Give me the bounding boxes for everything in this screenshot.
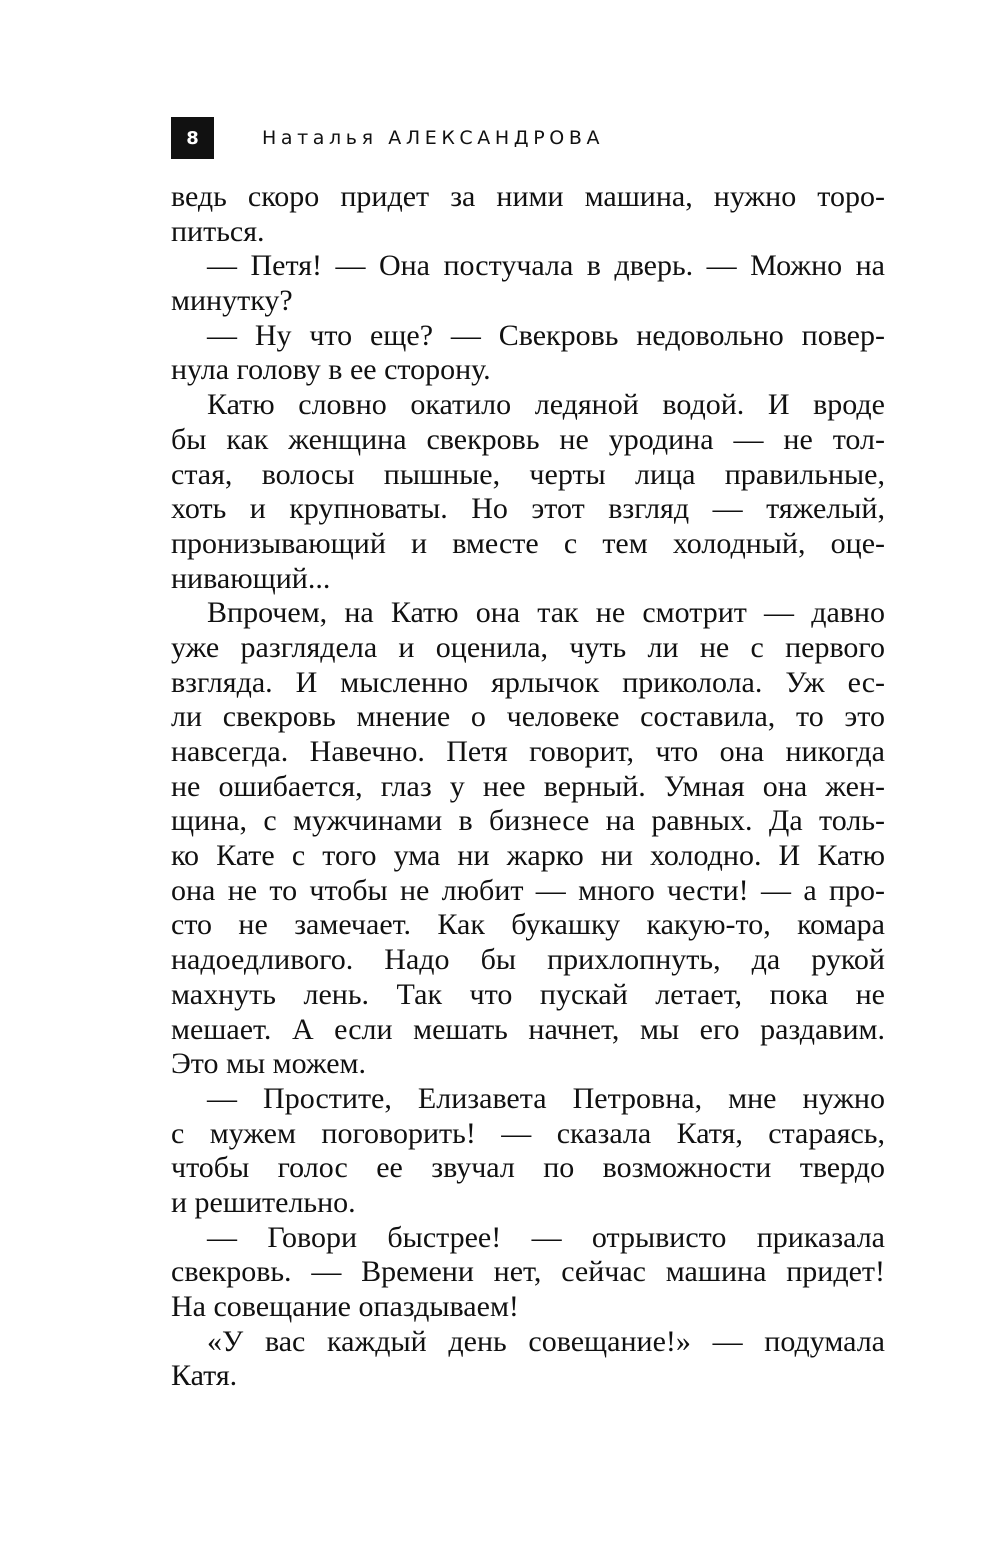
paragraph [171,1082,885,1221]
text-line: нивающий... [171,561,331,595]
text-line: минутку? [171,284,293,318]
text-line: — Говори быстрее! — отрывисто приказала [207,1220,885,1254]
text-line: — Простите, Елизавета Петровна, мне нужно [207,1081,885,1115]
paragraph [171,388,885,596]
paragraph [171,319,885,388]
running-head [171,117,604,159]
paragraph [171,249,885,318]
text-line: ведь скоро придет за ними машина, нужно торо- [171,180,885,213]
text-line: Это мы можем. [171,1047,367,1081]
text-line: махнуть лень. Так что пускай летает, пока не [171,977,885,1011]
paragraph [171,1325,885,1394]
text-line: Катя. [171,1359,238,1393]
text-line: взгляда. И мысленно ярлычок приколола. Уж ес- [171,665,885,699]
body-text [171,180,885,1394]
text-line: стая, волосы пышные, черты лица правильные, [171,457,885,491]
text-line: не ошибается, глаз у нее верный. Умная она жен- [171,769,885,803]
paragraph [171,180,885,249]
text-line: На совещание опаздываем! [171,1290,519,1323]
text-line: она не то чтобы не любит — много чести! — а про- [171,873,885,907]
text-line: свекровь. — Времени нет, сейчас машина придет! [171,1255,885,1289]
text-line: уже разглядела и оценила, чуть ли не с первого [171,630,885,664]
text-line: ли свекровь мнение о человеке составила, то это [171,700,885,734]
text-line: питься. [171,214,265,248]
text-line: сто не замечает. Как букашку какую-то, комара [171,908,885,942]
text-line: щина, с мужчинами в бизнесе на равных. Да толь- [171,804,885,838]
page-number: 8 [171,117,214,159]
text-line: с мужем поговорить! — сказала Катя, стараясь, [171,1116,885,1150]
text-line: мешает. А если мешать начнет, мы его раздавим. [171,1012,885,1046]
paragraph [171,596,885,1082]
text-line: ко Кате с того ума ни жарко ни холодно. И Катю [171,839,885,873]
text-line: — Петя! — Она постучала в дверь. — Можно на [207,249,885,283]
paragraph [171,1221,885,1325]
author-name: Наталья АЛЕКСАНДРОВА [262,127,605,149]
text-line: чтобы голос ее звучал по возможности твердо [171,1151,885,1185]
text-line: надоедливого. Надо бы прихлопнуть, да рукой [171,943,885,977]
text-line: бы как женщина свекровь не уродина — не тол- [171,422,885,456]
text-line: Катю словно окатило ледяной водой. И вроде [207,388,885,422]
text-line: навсегда. Навечно. Петя говорит, что она никогда [171,735,885,768]
text-line: хоть и крупноваты. Но этот взгляд — тяжелый, [171,492,885,526]
text-line: нула голову в ее сторону. [171,353,491,387]
text-line: «У вас каждый день совещание!» — подумала [207,1324,885,1358]
text-line: Впрочем, на Катю она так не смотрит — давно [207,596,885,630]
text-line: пронизывающий и вместе с тем холодный, оце- [171,526,885,560]
text-line: — Ну что еще? — Свекровь недовольно повер- [207,318,885,352]
text-line: и решительно. [171,1185,356,1219]
